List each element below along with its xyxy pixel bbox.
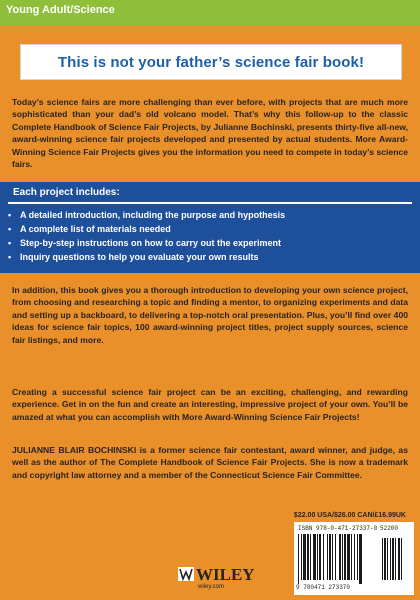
bullet-icon: • [8,238,12,248]
headline-box [20,44,402,80]
barcode-number: 9 780471 273370 [296,584,351,591]
publisher-name: WILEY [196,565,255,584]
headline: This is not your father’s science fair book! [57,53,365,71]
list-item: • A complete list of materials needed [8,224,171,234]
author-bio: JULIANNE BLAIR BOCHINSKI is a former science fair contestant, award winner, and judge, as well as the author of The Complete Handbook of Science Fair Projects. She is now a trademark and copyright law attorney and a member of the Connecticut Science Fair Committee. [12,445,408,480]
cover-footer [0,506,420,600]
creating-paragraph: Creating a successful science fair project can be an exciting, challenging, and rewarding experience. Get in on the fun and create an interesting, impressive project of your own. You’ll be amazed at what you can accomplish with More Award-Winning Science Fair Projects! [12,387,408,422]
project-features-list [8,208,285,264]
barcode-bars [294,534,414,584]
category-label: Young Adult/Science [6,4,115,16]
project-features-box [0,182,420,273]
wiley-logo-icon [178,567,194,581]
category-bar [0,0,420,26]
bullet-icon: • [8,252,12,262]
bullet-icon: • [8,210,12,220]
intro-paragraph: Today’s science fairs are more challenging than ever before, with projects that are much more sophisticated than your dad’s old volcano model. That’s why this follow-up to the classic Complete Handbook of Science Fair Projects, by Julianne Bochinski, presents thirty-five all-new, award-winning science fair projects developed and presented by actual students. More Award-Winning Science Fair Projects gives you the information you need to compete in today’s science fairs. [12,97,408,170]
publisher-logo [178,566,258,596]
addition-paragraph: In addition, this book gives you a thorough introduction to developing your own science project, from choosing and researching a topic and finding a mentor, to organizing experiments and data and setting up a backboard, to delivering a top-notch oral presentation. Plus, you’ll find over 400 ideas for science fair topics, 100 award-winning project titles, project supply sources, science fair listings, and more. [12,285,408,345]
list-item: • A detailed introduction, including the purpose and hypothesis [8,210,286,220]
project-features-title: Each project includes: [13,187,120,198]
divider [8,202,412,204]
list-item: • Step-by-step instructions on how to carry out the experiment [8,238,282,248]
price-label: $22.00 USA/$26.00 CAN/£16.99UK [293,512,406,519]
list-item: • Inquiry questions to help you evaluate your own results [8,252,259,262]
isbn-barcode [294,522,414,595]
publisher-url: wiley.com [198,584,224,590]
barcode-supplement: 52200 [380,525,399,532]
isbn-label: ISBN 978-0-471-27337-0 [298,525,378,532]
bullet-icon: • [8,224,12,234]
